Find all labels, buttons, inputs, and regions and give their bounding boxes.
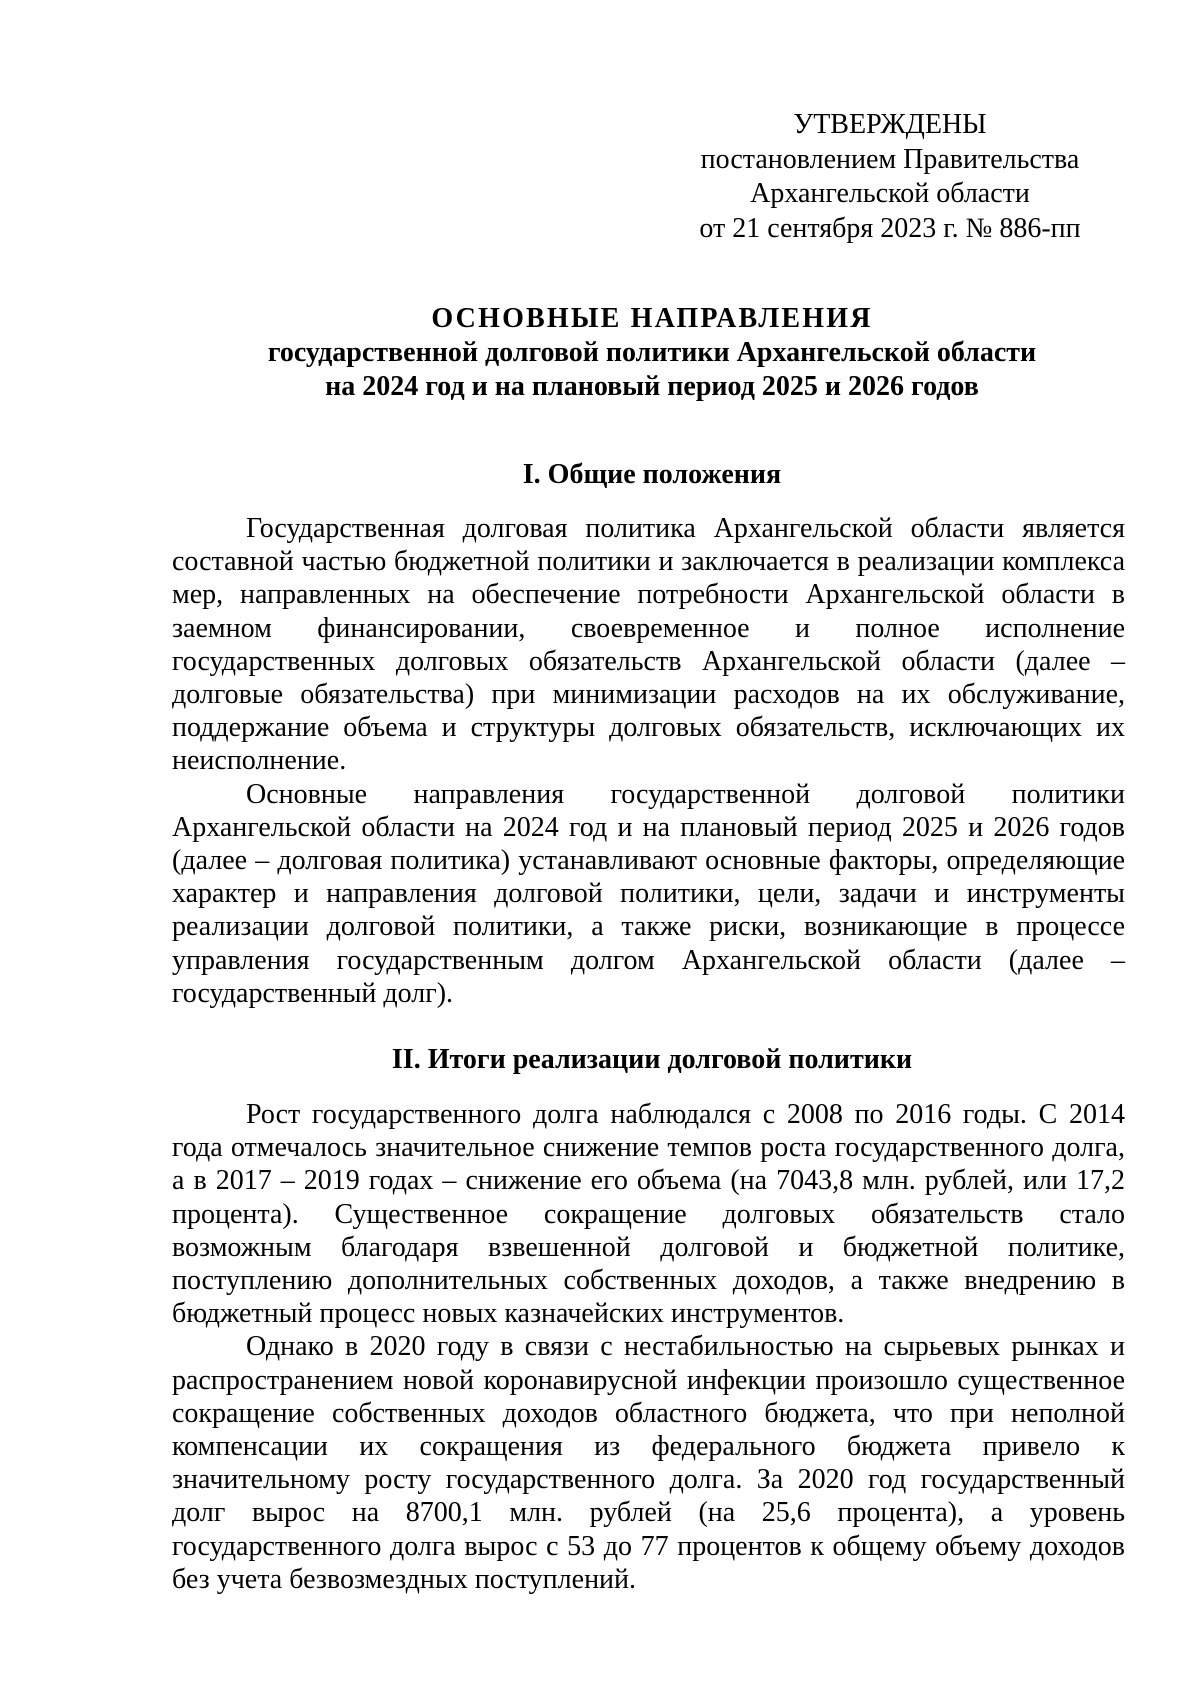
section-1-heading: I. Общие положения (522, 459, 782, 490)
document-title (172, 302, 1132, 404)
approval-line-region: Архангельской области (750, 178, 1030, 209)
section-2-paragraph-1: Рост государственного долга наблюдался с 2008 по 2016 годы. С 2014 года отмечалось значительное снижение темпов роста государственного долга, а в 2017 – 2019 годах – снижение его объема (на 7043,8 млн. рублей, или 17,2 процента). Существенное сокращение долговых обязательств стало возможным благодаря взвешенной долговой и бюджетной политике, поступлению дополнительных собственных доходов, а также внедрению в бюджетный процесс новых казначейских инструментов. (172, 1099, 1125, 1330)
section-2-paragraph-2: Однако в 2020 году в связи с нестабильностью на сырьевых рынках и распространением новой коронавирусной инфекции произошло существенное сокращение собственных доходов областного бюджета, что при неполной компенсации их сокращения из федерального бюджета привело к значительному росту государственного долга. За 2020 год государственный долг вырос на 8700,1 млн. рублей (на 25,6 процента), а уровень государственного долга вырос с 53 до 77 процентов к общему объему доходов без учета безвозмездных поступлений. (172, 1331, 1125, 1595)
section-2-body (172, 1098, 1125, 1596)
section-1-body (172, 512, 1125, 1010)
approval-stamp (680, 108, 1100, 246)
section-1-paragraph-2: Основные направления государственной долговой политики Архангельской области на 2024 год и на плановый период 2025 и 2026 годов (далее – долговая политика) устанавливают основные факторы, определяющие характер и направления долговой политики, цели, задачи и инструменты реализации долговой политики, а также риски, возникающие в процессе управления государственным долгом Архангельской области (далее – государственный долг). (172, 778, 1125, 1009)
title-line-subject: государственной долговой политики Архангельской области (267, 337, 1037, 368)
approval-line-approved: УТВЕРЖДЕНЫ (793, 109, 987, 140)
section-2-heading: II. Итоги реализации долговой политики (391, 1044, 913, 1075)
title-line-main: ОСНОВНЫЕ НАПРАВЛЕНИЯ (431, 303, 873, 334)
approval-line-resolution: постановлением Правительства (700, 143, 1080, 175)
section-1-paragraph-1: Государственная долговая политика Архангельской области является составной частью бюджетной политики и заключается в реализации комплекса мер, направленных на обеспечение потребности Архангельской области в заемном финансировании, своевременное и полное исполнение государственных долговых обязательств Архангельской области (далее – долговые обязательства) при минимизации расходов на их обслуживание, поддержание объема и структуры долговых обязательств, исключающих их неисполнение. (172, 513, 1125, 777)
approval-line-date-number: от 21 сентября 2023 г. № 886-пп (699, 212, 1081, 244)
title-line-period: на 2024 год и на плановый период 2025 и 2026 годов (325, 371, 979, 402)
